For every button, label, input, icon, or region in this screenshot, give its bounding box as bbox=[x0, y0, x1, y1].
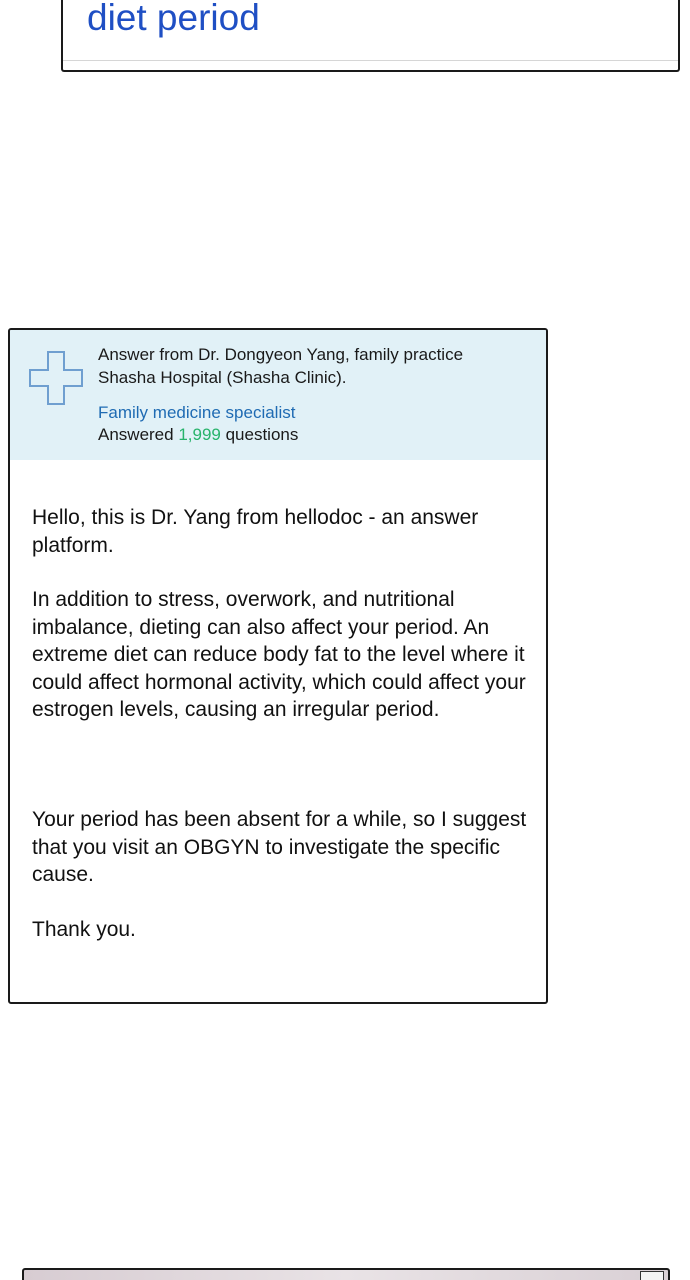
answered-count-line bbox=[98, 424, 298, 446]
answer-paragraph: Your period has been absent for a while, so I suggest that you visit an OBGYN to investigate the specific cause. bbox=[32, 808, 527, 886]
answer-header bbox=[10, 330, 546, 460]
hospital-name: Shasha Hospital (Shasha Clinic). bbox=[98, 368, 347, 387]
answer-card bbox=[8, 328, 548, 1004]
question-divider bbox=[63, 60, 678, 61]
answered-suffix: questions bbox=[220, 425, 299, 444]
answer-paragraph: Hello, this is Dr. Yang from hellodoc - an answer platform. bbox=[32, 506, 479, 557]
answer-paragraph: In addition to stress, overwork, and nutritional imbalance, dieting can also affect your period. An extreme diet can reduce body fat to the level where it could affect hormonal activity, which could affect your estrogen levels, causing an irregular period. bbox=[32, 588, 526, 721]
answer-paragraph: Thank you. bbox=[32, 918, 136, 941]
answered-count: 1,999 bbox=[178, 425, 221, 444]
medical-cross-icon bbox=[28, 350, 84, 406]
logo-icon bbox=[640, 1271, 664, 1280]
answered-prefix: Answered bbox=[98, 425, 179, 444]
next-panel bbox=[22, 1268, 670, 1280]
question-card bbox=[61, 0, 680, 72]
doctor-specialty: Family medicine specialist bbox=[98, 403, 296, 422]
question-title: diet period bbox=[87, 0, 260, 38]
doctor-name: Answer from Dr. Dongyeon Yang, family practice bbox=[98, 345, 464, 364]
